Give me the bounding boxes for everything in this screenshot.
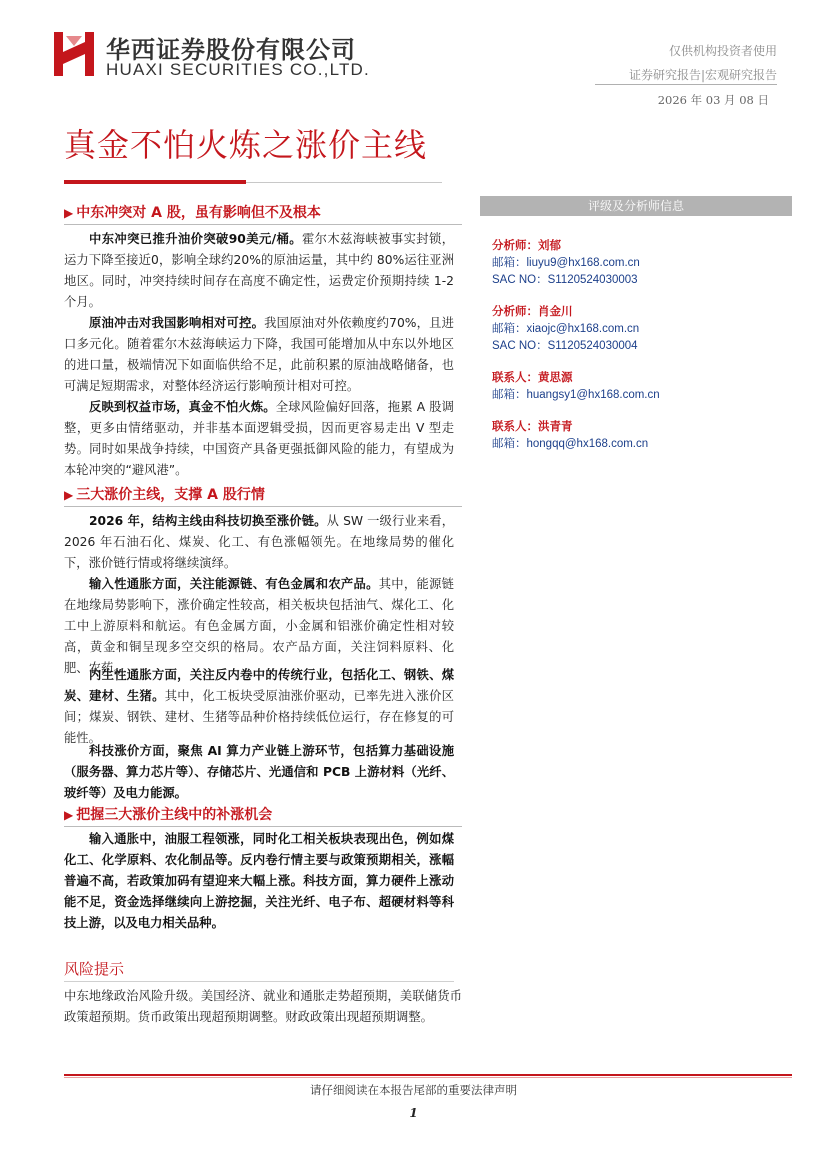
page-number: 1 [409, 1106, 418, 1120]
contact-name: 联系人：黄思源 [492, 370, 573, 384]
report-type: 证券研究报告|宏观研究报告 [628, 68, 777, 82]
risk-paragraph: 中东地缘政治风险升级。美国经济、就业和通胀走势超预期，美联储货币政策超预期。货币政策出现超预期调整。财政政策出现超预期调整。 [64, 989, 462, 1024]
company-name-cn: 华西证券股份有限公司 [106, 36, 356, 64]
risk-heading: 风险提示 [64, 960, 125, 978]
footer-divider-light [64, 1077, 792, 1078]
sidebar-heading: 评级及分析师信息 [480, 196, 792, 216]
footer-divider [64, 1074, 792, 1076]
contact-email[interactable]: 邮箱：huangsy1@hx168.com.cn [492, 387, 660, 401]
section-divider [64, 826, 462, 827]
section-divider [64, 224, 462, 225]
paragraph: 2026 年，结构主线由科技切换至涨价链。从 SW 一级行业来看，2026 年石油石化、煤炭、化工、有色涨幅领先。在地缘局势的催化下，涨价链行情或将继续演绎。 [64, 514, 454, 570]
paragraph: 输入性通胀方面，关注能源链、有色金属和农产品。其中，能源链在地缘局势影响下，涨价确定性较高，相关板块包括油气、煤化工、化工中上游原料和航运。有色金属方面，小金属和铝涨价确定性相对较高，黄金和铜呈现多空交织的格局。农产品方面，关注饲料原料、化肥、农药。 [64, 577, 454, 675]
paragraph: 内生性通胀方面，关注反内卷中的传统行业，包括化工、钢铁、煤炭、建材、生猪。其中，化工板块受原油涨价驱动，已率先进入涨价区间；煤炭、钢铁、建材、生猪等品种价格持续低位运行，存在修复的可能性。 [64, 668, 454, 745]
paragraph: 科技涨价方面，聚焦 AI 算力产业链上游环节，包括算力基础设施（服务器、算力芯片等）、存储芯片、光通信和 PCB 上游材料（光纤、玻纤等）及电力能源。 [64, 744, 454, 800]
section-heading-2: ▶ 三大涨价主线，支撑 A 股行情 [64, 487, 265, 503]
triangle-right-icon: ▶ [64, 488, 74, 502]
analyst-name: 分析师：肖金川 [492, 304, 573, 318]
title-underline [246, 182, 442, 183]
analyst-sac: SAC NO：S1120524030004 [492, 340, 638, 352]
analyst-email[interactable]: 邮箱：liuyu9@hx168.com.cn [492, 255, 640, 269]
report-type-divider [595, 84, 777, 85]
paragraph: 中东冲突已推升油价突破90美元/桶。霍尔木兹海峡被事实封锁，运力下降至接近0，影响全球约20%的原油运量，其中约 80%运往亚洲地区。同时，冲突持续时间存在高度不确定性，运费定价预期持续 1-2 个月。 [64, 232, 454, 309]
risk-divider [64, 981, 454, 982]
audience-note: 仅供机构投资者使用 [668, 44, 777, 58]
triangle-right-icon: ▶ [64, 206, 74, 220]
title-underline-accent [64, 180, 246, 184]
analyst-sac: SAC NO：S1120524030003 [492, 274, 638, 286]
triangle-right-icon: ▶ [64, 808, 74, 822]
paragraph: 输入通胀中，油服工程领涨，同时化工相关板块表现出色，例如煤化工、化学原料、农化制品等。反内卷行情主要与政策预期相关，涨幅普遍不高，若政策加码有望迎来大幅上涨。科技方面，算力硬件上涨动能不足，资金选择继续向上游挖掘，关注光纤、电子布、超硬材料等科技上游，以及电力相关品种。 [64, 832, 454, 930]
paragraph: 反映到权益市场，真金不怕火炼。全球风险偏好回落，拖累 A 股调整，更多由情绪驱动，并非基本面逻辑受损，因而更容易走出 V 型走势。同时如果战争持续，中国资产具备更强抵御风险的能力，有望成为本轮冲突的“避风港”。 [64, 400, 454, 477]
section-heading-3: ▶ 把握三大涨价主线中的补涨机会 [64, 807, 273, 823]
analyst-name: 分析师：刘郁 [492, 238, 561, 252]
company-name-en: HUAXI SECURITIES CO.,LTD. [106, 60, 370, 79]
report-title: 真金不怕火炼之涨价主线 [64, 126, 428, 164]
analyst-email[interactable]: 邮箱：xiaojc@hx168.com.cn [492, 321, 640, 335]
contact-email[interactable]: 邮箱：hongqq@hx168.com.cn [492, 436, 649, 450]
section-divider [64, 506, 462, 507]
huaxi-logo-icon [52, 30, 96, 78]
section-heading-1: ▶ 中东冲突对 A 股，虽有影响但不及根本 [64, 205, 321, 221]
contact-name: 联系人：洪青青 [492, 419, 573, 433]
paragraph: 原油冲击对我国影响相对可控。我国原油对外依赖度约70%，且进口多元化。随着霍尔木兹海峡运力下降，我国可能增加从中东以外地区的进口量，极端情况下如面临供给不足，此前积累的原油战略储备，也可满足短期需求，对整体经济运行影响预计相对可控。 [64, 316, 454, 393]
report-date: 2026 年 03 月 08 日 [657, 93, 769, 107]
legal-disclaimer: 请仔细阅读在本报告尾部的重要法律声明 [310, 1083, 517, 1097]
